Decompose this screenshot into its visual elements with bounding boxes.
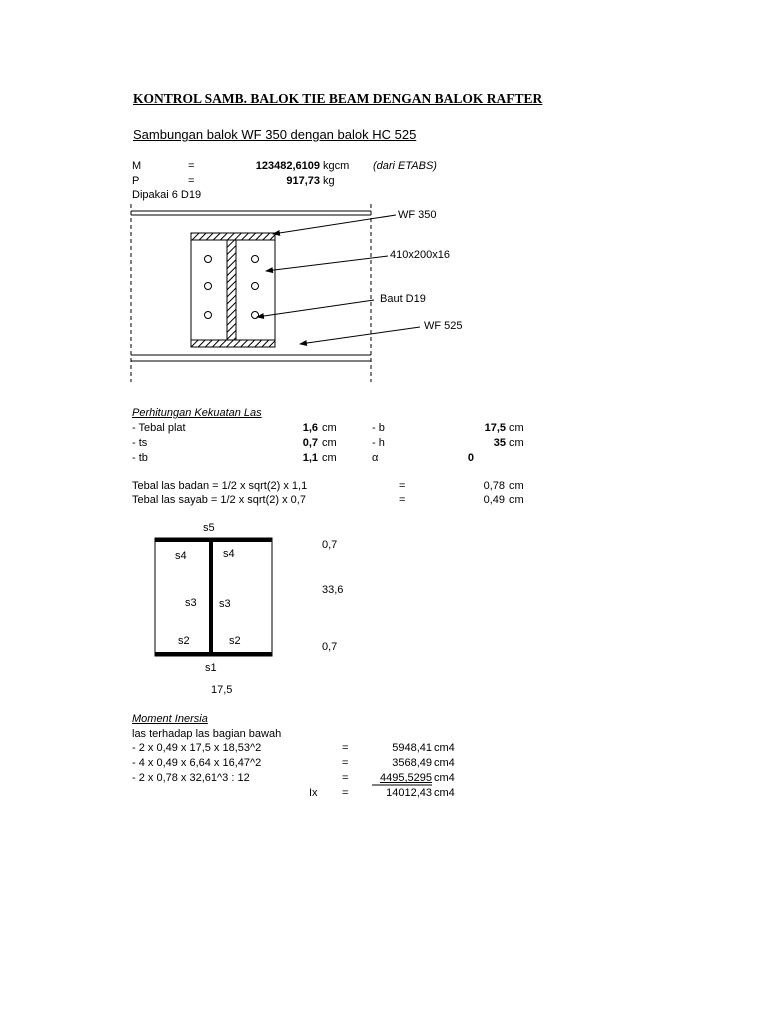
bolts-used: Dipakai 6 D19 (132, 189, 202, 201)
mi-row-eq: = (342, 772, 349, 784)
dim-bottom: 0,7 (322, 641, 338, 653)
mi-row-value: 3568,49 (392, 757, 432, 769)
weld-s4-right: s4 (223, 548, 235, 560)
axial-label: P (132, 175, 140, 187)
label-plate: 410x200x16 (390, 249, 450, 261)
calc-eq: = (399, 494, 406, 506)
weld-s4-left: s4 (175, 550, 187, 562)
weld-s2-right: s2 (229, 635, 241, 647)
ix-label: Ix (309, 787, 318, 799)
mi-row-text: - 4 x 0,49 x 6,64 x 16,47^2 (132, 757, 262, 769)
param-value: 1,6 (302, 422, 318, 434)
mi-row-eq: = (342, 757, 349, 769)
param-unit: cm (322, 437, 337, 449)
moment-inertia-heading: Moment Inersia (132, 713, 208, 725)
mi-row-unit: cm4 (434, 772, 455, 784)
label-bolt: Baut D19 (380, 293, 426, 305)
mi-row-unit: cm4 (434, 742, 455, 754)
calc-eq: = (399, 480, 406, 492)
moment-inertia-intro: las terhadap las bagian bawah (132, 728, 282, 740)
axial-eq: = (188, 175, 195, 187)
weld-strength-heading: Perhitungan Kekuatan Las (132, 407, 262, 419)
ix-unit: cm4 (434, 787, 455, 799)
moment-note: (dari ETABS) (373, 160, 437, 172)
param-label: - Tebal plat (132, 422, 186, 434)
dim-top: 0,7 (322, 539, 338, 551)
moment-eq: = (188, 160, 195, 172)
param-unit: cm (322, 452, 337, 464)
param-unit: cm (509, 437, 524, 449)
param-value: 0 (467, 452, 474, 464)
weld-s5: s5 (203, 522, 215, 534)
calc-value: 0,78 (483, 480, 505, 492)
param-value: 1,1 (302, 452, 318, 464)
label-wf525: WF 525 (424, 320, 463, 332)
calc-text: Tebal las sayab = 1/2 x sqrt(2) x 0,7 (132, 494, 306, 506)
moment-label: M (132, 160, 142, 172)
param-label: - b (372, 422, 385, 434)
weld-s1: s1 (205, 662, 217, 674)
param-value: 35 (493, 437, 506, 449)
param-label: α (372, 452, 379, 464)
weld-s3-left: s3 (185, 597, 197, 609)
subtitle: Sambungan balok WF 350 dengan balok HC 525 (133, 127, 417, 142)
param-label: - tb (132, 452, 148, 464)
mi-row-value: 4495,5295 (380, 772, 432, 784)
weld-s2-left: s2 (178, 635, 190, 647)
ix-eq: = (342, 787, 349, 799)
page-title: KONTROL SAMB. BALOK TIE BEAM DENGAN BALOK RAFTER (133, 91, 543, 106)
param-label: - ts (132, 437, 148, 449)
mi-row-text: - 2 x 0,49 x 17,5 x 18,53^2 (132, 742, 262, 754)
param-unit: cm (509, 422, 524, 434)
axial-unit: kg (323, 175, 335, 187)
calc-text: Tebal las badan = 1/2 x sqrt(2) x 1,1 (132, 480, 308, 492)
dim-mid: 33,6 (322, 584, 344, 596)
ix-value: 14012,43 (386, 787, 432, 799)
param-value: 17,5 (484, 422, 506, 434)
mi-row-eq: = (342, 742, 349, 754)
label-wf350: WF 350 (398, 209, 437, 221)
mi-row-value: 5948,41 (392, 742, 432, 754)
calc-value: 0,49 (483, 494, 505, 506)
param-value: 0,7 (302, 437, 318, 449)
calc-unit: cm (509, 480, 524, 492)
moment-value: 123482,6109 (255, 160, 320, 172)
param-unit: cm (322, 422, 337, 434)
moment-unit: kgcm (323, 160, 350, 172)
weld-s3-right: s3 (219, 598, 231, 610)
calc-unit: cm (509, 494, 524, 506)
mi-row-text: - 2 x 0,78 x 32,61^3 : 12 (132, 772, 250, 784)
dim-width: 17,5 (211, 684, 233, 696)
mi-row-unit: cm4 (434, 757, 455, 769)
axial-value: 917,73 (286, 175, 320, 187)
param-label: - h (372, 437, 385, 449)
